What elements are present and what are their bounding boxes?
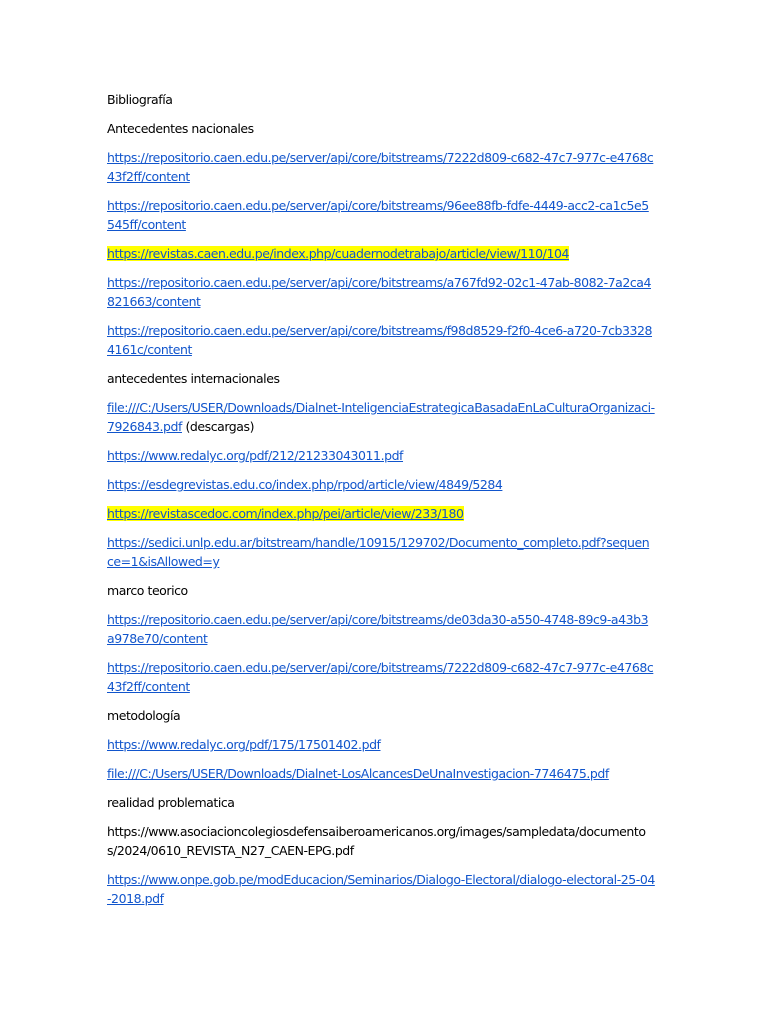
reference-link[interactable]: https://repositorio.caen.edu.pe/server/api/core/bitstreams/7222d809-c682-47c7-977c-e4768c43f2ff/content bbox=[107, 660, 654, 694]
reference-item bbox=[107, 244, 655, 263]
reference-item bbox=[107, 610, 655, 648]
section-heading-metodologia: metodología bbox=[107, 708, 181, 723]
reference-link[interactable]: https://www.redalyc.org/pdf/175/17501402.pdf bbox=[107, 737, 381, 752]
reference-link[interactable]: https://sedici.unlp.edu.ar/bitstream/handle/10915/129702/Documento_completo.pdf?sequence=1&isAllowed=y bbox=[107, 535, 650, 569]
document-title: Bibliografía bbox=[107, 92, 173, 107]
reference-link[interactable]: https://repositorio.caen.edu.pe/server/api/core/bitstreams/7222d809-c682-47c7-977c-e4768c43f2ff/content bbox=[107, 150, 654, 184]
reference-note: (descargas) bbox=[181, 419, 254, 434]
reference-item bbox=[107, 475, 655, 494]
reference-item bbox=[107, 735, 655, 754]
reference-link[interactable]: https://www.redalyc.org/pdf/212/21233043011.pdf bbox=[107, 448, 404, 463]
reference-item bbox=[107, 321, 655, 359]
reference-item bbox=[107, 196, 655, 234]
reference-link[interactable]: https://www.onpe.gob.pe/modEducacion/Seminarios/Dialogo-Electoral/dialogo-electoral-25-04-2018.pdf bbox=[107, 872, 655, 906]
section-heading-internacionales: antecedentes internacionales bbox=[107, 371, 280, 386]
reference-link[interactable]: https://repositorio.caen.edu.pe/server/api/core/bitstreams/96ee88fb-fdfe-4449-acc2-ca1c5e5545ff/content bbox=[107, 198, 649, 232]
reference-item bbox=[107, 533, 655, 571]
reference-link[interactable]: https://esdegrevistas.edu.co/index.php/rpod/article/view/4849/5284 bbox=[107, 477, 503, 492]
reference-plain-text: https://www.asociacioncolegiosdefensaiberoamericanos.org/images/sampledata/documentos/2024/0610_REVISTA_N27_CAEN-EPG.pdf bbox=[107, 824, 646, 858]
reference-link[interactable]: file:///C:/Users/USER/Downloads/Dialnet-InteligenciaEstrategicaBasadaEnLaCulturaOrganizaci-7926843.pdf bbox=[107, 400, 655, 434]
reference-link[interactable]: https://repositorio.caen.edu.pe/server/api/core/bitstreams/f98d8529-f2f0-4ce6-a720-7cb33284161c/content bbox=[107, 323, 653, 357]
reference-item bbox=[107, 446, 655, 465]
section-heading-nacionales: Antecedentes nacionales bbox=[107, 121, 254, 136]
reference-item bbox=[107, 273, 655, 311]
highlighted-reference-link[interactable]: https://revistas.caen.edu.pe/index.php/cuadernodetrabajo/article/view/110/104 bbox=[107, 246, 569, 261]
section-heading-realidad-problematica: realidad problematica bbox=[107, 795, 235, 810]
reference-item bbox=[107, 504, 655, 523]
document-page bbox=[107, 90, 655, 918]
reference-link[interactable]: file:///C:/Users/USER/Downloads/Dialnet-LosAlcancesDeUnaInvestigacion-7746475.pdf bbox=[107, 766, 609, 781]
reference-item bbox=[107, 658, 655, 696]
reference-link[interactable]: https://repositorio.caen.edu.pe/server/api/core/bitstreams/a767fd92-02c1-47ab-8082-7a2ca4821663/content bbox=[107, 275, 651, 309]
section-heading-marco-teorico: marco teorico bbox=[107, 583, 188, 598]
reference-link[interactable]: https://repositorio.caen.edu.pe/server/api/core/bitstreams/de03da30-a550-4748-89c9-a43b3a978e70/content bbox=[107, 612, 649, 646]
reference-item bbox=[107, 870, 655, 908]
highlighted-reference-link[interactable]: https://revistascedoc.com/index.php/pei/article/view/233/180 bbox=[107, 506, 464, 521]
reference-item bbox=[107, 764, 655, 783]
reference-item bbox=[107, 148, 655, 186]
reference-item bbox=[107, 398, 655, 436]
